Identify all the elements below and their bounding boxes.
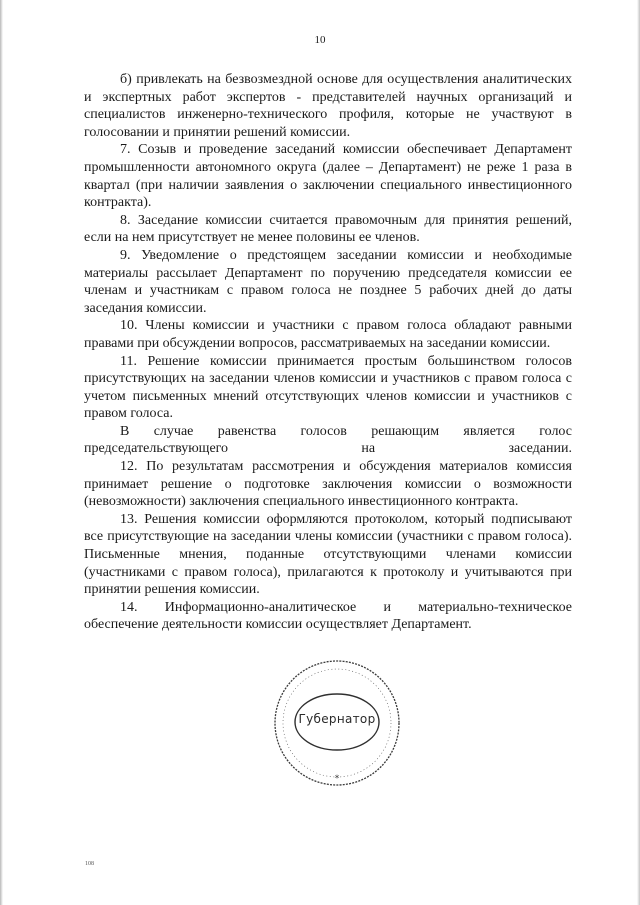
paragraph-11-tie-vote: В случае равенства голосов решающим является голос председательствующего на заседании. (84, 423, 572, 457)
governor-stamp (270, 656, 404, 790)
paragraph-10: 10. Члены комиссии и участники с правом голоса обладают равными правами при обсуждении вопросов, рассматриваемых на заседании комиссии. (84, 318, 572, 351)
paragraph-14: 14. Информационно-аналитическое и материально-техническое обеспечение деятельности комиссии осуществляет Департамент. (84, 599, 572, 633)
paragraph-subitem-b: б) привлекать на безвозмездной основе для осуществления аналитических и экспертных работ экспертов - представителей научных организаций и специалистов инженерно-технического профиля, которые не участвуют в голосовании и принятии решений комиссии. (84, 72, 572, 140)
paragraph-11: 11. Решение комиссии принимается простым большинством голосов присутствующих на заседании членов комиссии и участников с правом голоса с учетом письменных мнений отсутствующих членов комиссии и участников с правом голоса. (84, 353, 572, 422)
page-number: 10 (314, 34, 326, 46)
scan-edge-left (0, 0, 3, 905)
paragraph-13: 13. Решения комиссии оформляются протоколом, который подписывают все присутствующие на заседании члены комиссии (участники с правом голоса). Письменные мнения, поданные отсутствующими членами комиссии (участниками с правом голоса), прилагаются к протоколу и учитываются при принятии решения комиссии. (84, 511, 572, 598)
footer-code: 108 (85, 861, 94, 867)
document-body (84, 71, 572, 634)
paragraph-12: 12. По результатам рассмотрения и обсуждения материалов комиссия принимает решение о подготовке заключения комиссии о возможности (невозможности) заключения специального инвестиционного контракта. (84, 459, 572, 510)
svg-text:*: * (334, 774, 340, 784)
stamp-label: Губернатор (298, 712, 376, 726)
paragraph-7: 7. Созыв и проведение заседаний комиссии обеспечивает Департамент промышленности автономного округа (далее – Департамент) не реже 1 раза в квартал (при наличии заявления о заключении специального инвестиционного контракта). (84, 142, 572, 211)
paragraph-8: 8. Заседание комиссии считается правомочным для принятия решений, если на нем присутствует не менее половины ее членов. (84, 212, 572, 246)
paragraph-9: 9. Уведомление о предстоящем заседании комиссии и необходимые материалы рассылает Департамент по поручению председателя комиссии ее членам и участникам с правом голоса не позднее 5 рабочих дней до даты заседания комиссии. (84, 247, 572, 316)
